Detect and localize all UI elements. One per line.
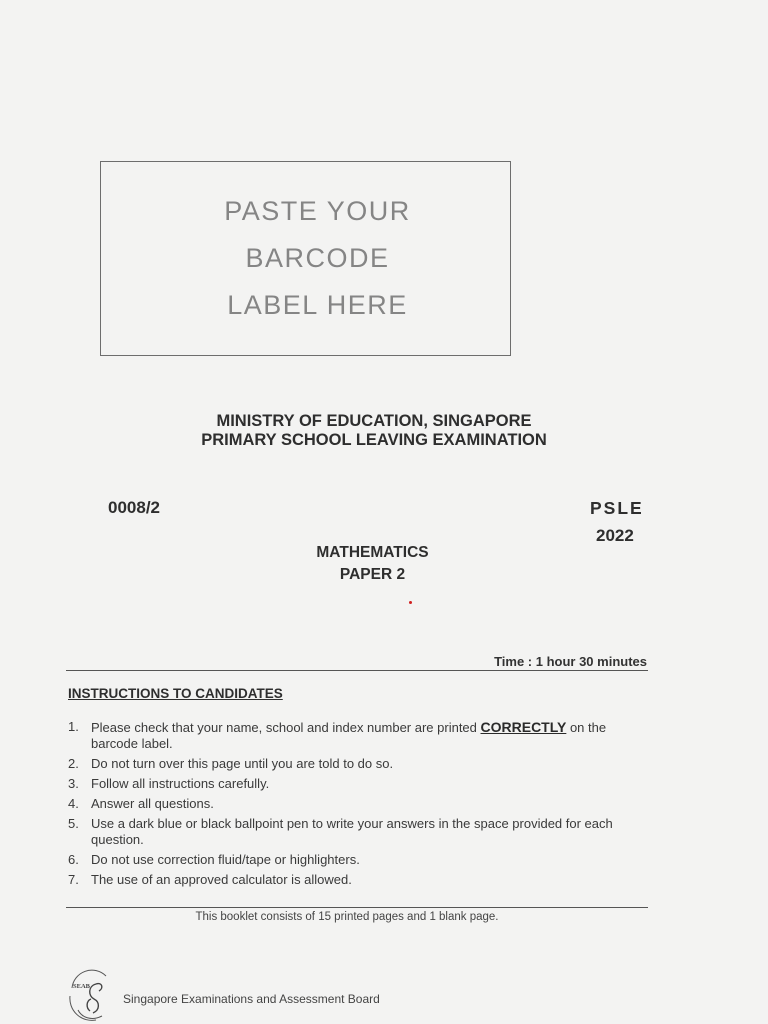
instruction-number: 1. — [68, 719, 79, 734]
seab-logo-text: SEAB — [73, 983, 90, 990]
instruction-emphasis: CORRECTLY — [480, 719, 567, 735]
barcode-box-line-2: BARCODE — [245, 243, 390, 273]
instruction-item — [68, 852, 648, 868]
instruction-number: 3. — [68, 776, 79, 791]
divider-top — [66, 670, 648, 671]
instruction-number: 6. — [68, 852, 79, 867]
instruction-item — [68, 776, 648, 792]
seab-name: Singapore Examinations and Assessment Board — [123, 992, 380, 1006]
exam-heading: PRIMARY SCHOOL LEAVING EXAMINATION — [201, 431, 547, 449]
instructions-list — [68, 719, 648, 892]
barcode-label-box — [100, 161, 511, 356]
barcode-box-line-3: LABEL HERE — [227, 290, 408, 320]
instruction-item — [68, 816, 648, 848]
exam-year: 2022 — [596, 526, 634, 545]
instruction-number: 4. — [68, 796, 79, 811]
instruction-text: The use of an approved calculator is allowed. — [91, 872, 352, 887]
exam-name: PSLE — [590, 498, 644, 518]
instructions-heading: INSTRUCTIONS TO CANDIDATES — [68, 686, 283, 701]
paper-title: PAPER 2 — [339, 566, 406, 583]
instruction-text-part: Please check that your name, school and index number are printed — [91, 720, 481, 735]
paper-code: 0008/2 — [108, 498, 160, 517]
instruction-text: Do not turn over this page until you are told to do so. — [91, 756, 394, 771]
barcode-box-line-1: PASTE YOUR — [224, 196, 411, 226]
instruction-number: 7. — [68, 872, 79, 887]
instruction-text — [91, 719, 648, 752]
instruction-text: Do not use correction fluid/tape or highlighters. — [91, 852, 360, 867]
ministry-heading: MINISTRY OF EDUCATION, SINGAPORE — [216, 412, 532, 430]
seab-logo-icon — [66, 966, 116, 1022]
divider-bottom — [66, 907, 648, 908]
instruction-item — [68, 756, 648, 772]
ink-mark — [409, 601, 412, 604]
subject-title: MATHEMATICS — [316, 544, 429, 561]
booklet-note: This booklet consists of 15 printed pages and 1 blank page. — [195, 911, 499, 923]
instruction-item — [68, 872, 648, 888]
instruction-text: Use a dark blue or black ballpoint pen to write your answers in the space provided for each question. — [91, 816, 613, 847]
instruction-text: Answer all questions. — [91, 796, 214, 811]
instruction-text-part: on the barcode label. — [91, 720, 607, 751]
time-allowed: Time : 1 hour 30 minutes — [494, 654, 647, 669]
instruction-text: Follow all instructions carefully. — [91, 776, 270, 791]
instruction-number: 5. — [68, 816, 79, 831]
instruction-item — [68, 719, 648, 752]
instruction-item — [68, 796, 648, 812]
instruction-number: 2. — [68, 756, 79, 771]
